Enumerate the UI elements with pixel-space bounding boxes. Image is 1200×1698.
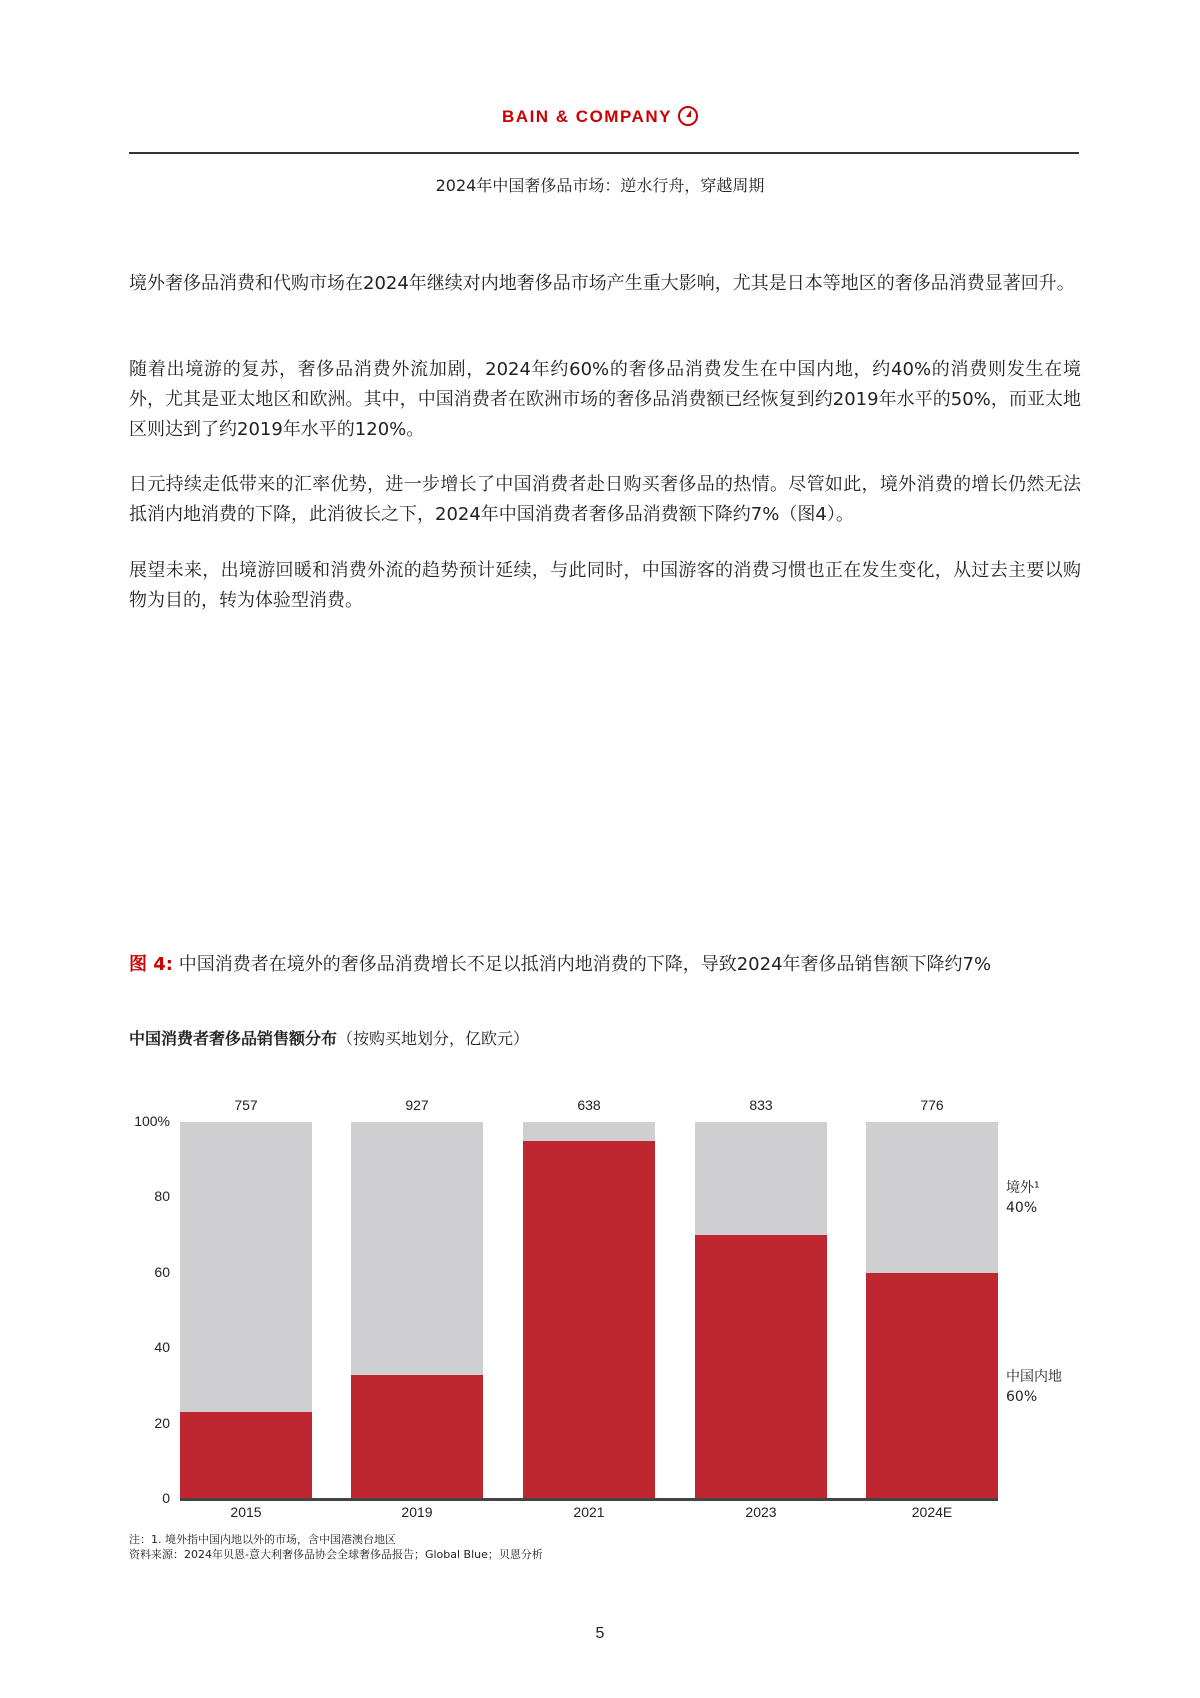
y-tick-label: 20 [154, 1414, 170, 1431]
bar-segment-mainland [180, 1412, 312, 1499]
source-note: 资料来源：2024年贝恩-意大利奢侈品协会全球奢侈品报告；Global Blue；贝恩分析 [129, 1548, 543, 1561]
legend-overseas [1006, 1178, 1040, 1218]
page-number: 5 [595, 1625, 605, 1642]
legend-pct: 40% [1006, 1200, 1038, 1216]
chart-subtitle: （按购买地划分，亿欧元） [337, 1029, 530, 1048]
legend-label: 中国内地 [1006, 1369, 1062, 1385]
y-tick-label: 40 [154, 1339, 170, 1356]
x-axis-line [180, 1498, 998, 1501]
bar-segment-overseas [351, 1122, 483, 1375]
bar-segment-overseas [866, 1122, 998, 1273]
chart-title-text: 中国消费者奢侈品销售额分布 [129, 1029, 338, 1048]
footnote: 注：1. 境外指中国内地以外的市场，含中国港澳台地区 [129, 1533, 396, 1546]
bain-logo [0, 106, 1200, 127]
legend-label: 境外¹ [1006, 1180, 1040, 1196]
figure-title: 中国消费者在境外的奢侈品消费增长不足以抵消内地消费的下降，导致2024年奢侈品销售额下降约7% [178, 954, 992, 975]
paragraph-3: 日元持续走低带来的汇率优势，进一步增长了中国消费者赴日购买奢侈品的热情。尽管如此，境外消费的增长仍然无法抵消内地消费的下降，此消彼长之下，2024年中国消费者奢侈品消费额下降约7%（图4）。 [129, 474, 1081, 525]
paragraph-2: 随着出境游的复苏，奢侈品消费外流加剧，2024年约60%的奢侈品消费发生在中国内地，约40%的消费则发生在境外，尤其是亚太地区和欧洲。其中，中国消费者在欧洲市场的奢侈品消费额已经恢复到约2019年水平的50%，而亚太地区则达到了约2019年水平的120%。 [129, 359, 1081, 440]
x-tick-label: 2019 [401, 1504, 433, 1520]
logo-text: BAIN & COMPANY [502, 107, 672, 126]
x-tick-label: 2021 [573, 1504, 605, 1520]
legend-pct: 60% [1006, 1389, 1038, 1405]
chart-title [129, 1026, 529, 1049]
y-tick-label: 80 [154, 1188, 170, 1205]
document-title: 2024年中国奢侈品市场：逆水行舟，穿越周期 [435, 176, 765, 195]
y-tick-label: 100% [134, 1113, 170, 1129]
bar-segment-mainland [866, 1273, 998, 1499]
bar-segment-overseas [523, 1122, 655, 1141]
paragraph-4: 展望未来，出境游回暖和消费外流的趋势预计延续，与此同时，中国游客的消费习惯也正在发生变化，从过去主要以购物为目的，转为体验型消费。 [129, 560, 1081, 611]
x-tick-label: 2015 [230, 1504, 262, 1520]
figure-label: 图 4: [129, 954, 173, 975]
legend-mainland [1006, 1367, 1062, 1407]
bar-total-label: 638 [577, 1097, 601, 1113]
figure-caption [129, 950, 991, 976]
y-tick-label: 60 [154, 1263, 170, 1280]
header-divider [129, 152, 1079, 154]
x-tick-label: 2024E [911, 1504, 953, 1520]
bar-segment-mainland [523, 1141, 655, 1499]
y-tick-label: 0 [162, 1490, 170, 1506]
bar-segment-overseas [695, 1122, 827, 1235]
bar-total-label: 833 [749, 1097, 773, 1113]
bar-total-label: 927 [405, 1097, 429, 1113]
logo-compass-icon [678, 106, 698, 126]
paragraph-1: 境外奢侈品消费和代购市场在2024年继续对内地奢侈品市场产生重大影响，尤其是日本等地区的奢侈品消费显著回升。 [129, 273, 1075, 294]
x-tick-label: 2023 [745, 1504, 777, 1520]
bar-segment-overseas [180, 1122, 312, 1412]
bar-segment-mainland [351, 1375, 483, 1499]
bar-total-label: 776 [920, 1097, 944, 1113]
bar-total-label: 757 [234, 1097, 258, 1113]
bar-segment-mainland [695, 1235, 827, 1499]
